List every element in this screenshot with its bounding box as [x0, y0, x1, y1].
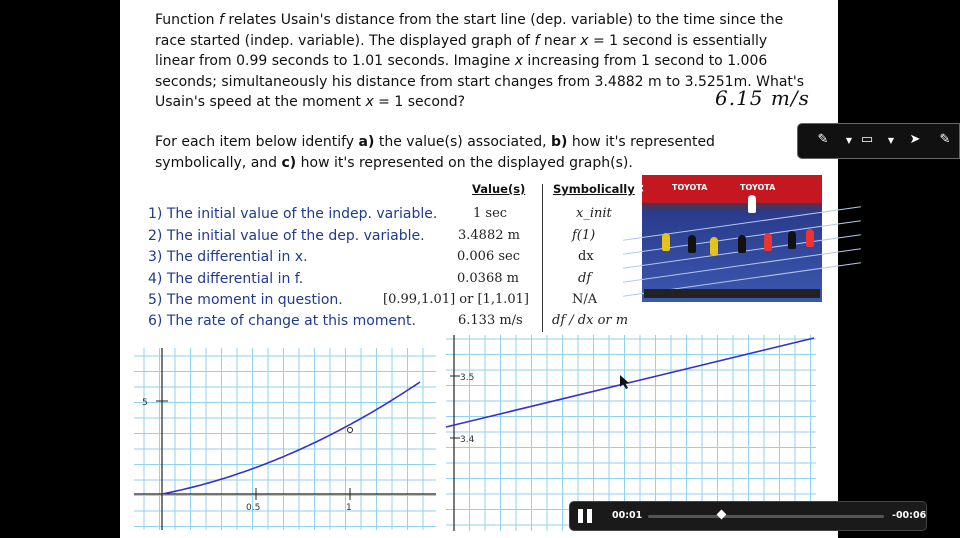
- annotation-toolbar: [797, 123, 960, 159]
- slide: [120, 0, 927, 538]
- row-question: 4) The differential in f.: [148, 271, 304, 287]
- var-x: x: [580, 32, 589, 49]
- var-x: x: [514, 53, 523, 69]
- pointer-icon[interactable]: ➤: [909, 132, 921, 147]
- scoreboard: [644, 289, 820, 298]
- row-symbolic: f(1): [572, 228, 596, 243]
- row-value: 1 sec: [473, 206, 508, 221]
- dropdown-icon[interactable]: ▼: [845, 136, 853, 145]
- handwritten-answer: 6.15 m/s: [715, 86, 810, 110]
- table-row: [148, 271, 648, 292]
- point-marker: [348, 428, 353, 433]
- runner: [688, 235, 696, 253]
- text-segment: the value(s) associated,: [374, 134, 551, 150]
- row-question: 2) The initial value of the dep. variable.: [148, 228, 425, 244]
- column-header-value: Value(s): [472, 182, 526, 196]
- table-row: [148, 206, 648, 227]
- row-value: 6.133 m/s: [458, 313, 523, 328]
- official: [748, 195, 756, 213]
- graph-left: [134, 348, 436, 530]
- banner-logo: TOYOTA: [740, 183, 776, 192]
- progress-track[interactable]: [648, 515, 884, 518]
- dropdown-icon[interactable]: ▼: [887, 136, 895, 145]
- row-question: 1) The initial value of the indep. variable.: [148, 206, 438, 222]
- table-row: [148, 292, 648, 313]
- table-row: [148, 313, 648, 334]
- pen-icon[interactable]: ✎: [817, 132, 829, 147]
- pause-button[interactable]: [578, 509, 594, 523]
- row-symbolic: dx: [578, 249, 594, 264]
- text-segment: For each item below identify: [155, 134, 359, 150]
- row-value: 0.0368 m: [457, 271, 519, 286]
- row-symbolic: df / dx or m: [552, 313, 629, 328]
- text-segment: how it's represented symbolically, and: [155, 134, 715, 171]
- var-f: f: [534, 32, 540, 49]
- row-question: 5) The moment in question.: [148, 292, 343, 308]
- label-c: c): [281, 154, 297, 171]
- text-segment: near: [539, 32, 581, 49]
- y-tick-label: 3.5: [460, 373, 475, 383]
- text-segment: = 1 second is essentially linear from 0.99 seconds to 1.01 seconds. Imagine: [155, 32, 768, 69]
- track-lane: [623, 248, 861, 282]
- runner: [710, 237, 718, 255]
- chevron-left-icon[interactable]: ‹: [638, 178, 645, 197]
- row-value: [0.99,1.01] or [1,1.01]: [383, 292, 529, 307]
- tangent-line: [446, 338, 814, 427]
- x-tick-label: 1: [346, 503, 352, 513]
- row-symbolic: x_init: [576, 206, 612, 221]
- runner: [662, 233, 670, 251]
- row-value: 0.006 sec: [457, 249, 520, 264]
- pause-icon: [578, 509, 583, 523]
- var-x: x: [365, 94, 374, 110]
- text-segment: how it's represented on the displayed graph(s).: [296, 154, 633, 171]
- label-b: b): [550, 134, 568, 150]
- text-segment: relates Usain's distance from the start line (dep. variable) to the time since the race started (indep. variable). The displayed graph of: [155, 12, 784, 49]
- video-controls: [570, 502, 926, 530]
- elapsed-time: 00:01: [612, 510, 643, 521]
- row-question: 6) The rate of change at this moment.: [148, 313, 416, 329]
- y-tick-label: 3.4: [460, 435, 475, 445]
- row-symbolic: N/A: [572, 292, 598, 307]
- curve-f: [162, 382, 420, 494]
- table-row: [148, 228, 648, 249]
- instructions: [155, 132, 805, 173]
- pause-icon: [587, 509, 592, 523]
- row-value: 3.4882 m: [458, 228, 520, 243]
- y-tick-label: 5: [142, 398, 148, 408]
- column-header-symbolic: Symbolically: [553, 182, 635, 196]
- runner: [738, 235, 746, 253]
- highlighter-icon[interactable]: ✎: [939, 132, 951, 147]
- text-segment: increasing from 1 second to 1.006 seconds; simultaneously his distance from start changes from 3.4882 m to 3.5251m. What's Usain's speed at the moment: [155, 53, 805, 110]
- runner: [806, 229, 814, 247]
- row-symbolic: df: [578, 271, 592, 286]
- runner: [764, 233, 772, 251]
- x-tick-label: 0.5: [246, 503, 261, 513]
- remaining-time: -00:06: [892, 510, 927, 521]
- label-a: a): [358, 134, 375, 150]
- text-segment: = 1 second?: [373, 94, 466, 110]
- race-photo: [642, 175, 822, 302]
- runner: [788, 231, 796, 249]
- photo-banner: [642, 175, 822, 203]
- banner-logo: TOYOTA: [672, 183, 708, 192]
- text-segment: Function: [155, 12, 219, 28]
- problem-statement: [155, 10, 805, 113]
- eraser-icon[interactable]: ▭: [860, 132, 874, 147]
- table-row: [148, 249, 648, 270]
- var-f: f: [219, 12, 224, 28]
- row-question: 3) The differential in x.: [148, 249, 308, 265]
